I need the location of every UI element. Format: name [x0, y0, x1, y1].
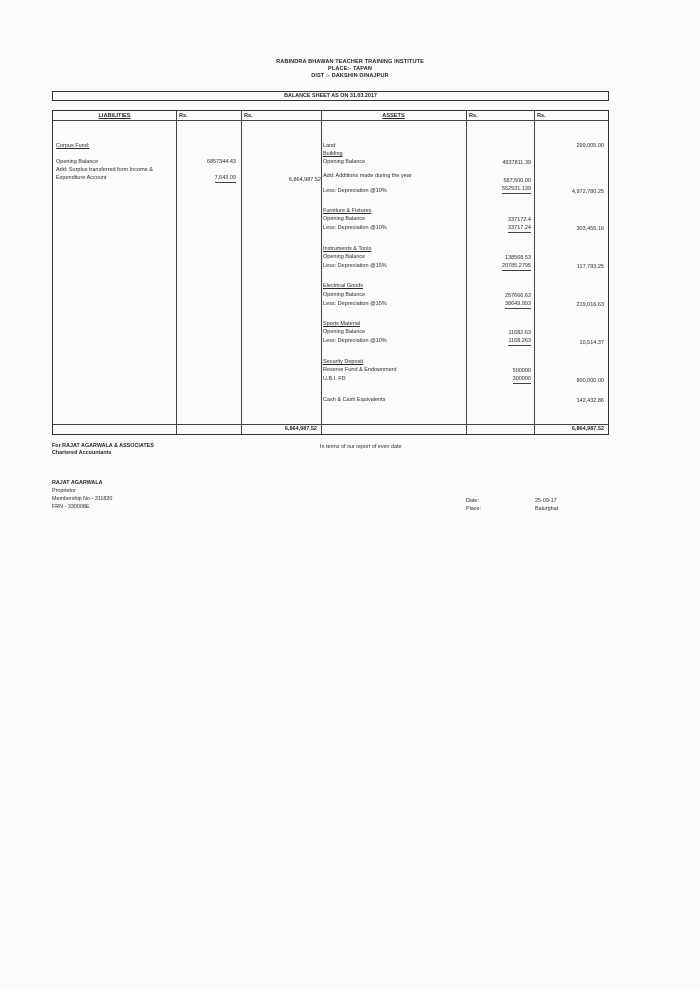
sports-dep-value: 1168.263 [508, 338, 531, 344]
furniture-total: 303,455.16 [576, 226, 604, 232]
instruments-heading: Instruments & Tools [323, 246, 372, 252]
place-label: Place: [466, 506, 481, 512]
signatory-name: RAJAT AGARWALA [52, 480, 103, 486]
building-dep-value: 552531.139 [501, 186, 531, 192]
corpus-opening-label: Opening Balance [56, 159, 99, 165]
electrical-total: 219,016.63 [576, 302, 604, 308]
instruments-dep-value: 20785.2795 [501, 263, 531, 269]
place-value: Balurghat [535, 506, 559, 512]
firm-name: For RAJAT AGARWALA & ASSOCIATES [52, 443, 154, 449]
instruments-total: 117,783.25 [576, 264, 604, 270]
institute-name: RABINDRA BHAWAN TEACHER TRAINING INSTITUTE [276, 59, 424, 65]
liabilities-header: LIABILITIES [98, 113, 131, 119]
district-line: DIST :- DAKSHIN DINAJPUR [311, 73, 389, 79]
assets-grand-total: 6,864,987.52 [571, 426, 604, 432]
building-add-value: 587,500.00 [503, 178, 531, 184]
surplus-label-line1: Add: Surplus transferred form Income & [56, 167, 153, 173]
instruments-dep-label: Less: Depreciation @15% [323, 263, 387, 269]
electrical-heading: Electrical Goods [323, 283, 364, 289]
electrical-opening-label: Opening Balance [323, 292, 366, 298]
cash-total: 142,432.86 [576, 398, 604, 404]
signatory-role: Proprietor [52, 488, 76, 494]
building-total: 4,972,780.25 [571, 189, 604, 195]
land-label: Land [323, 143, 336, 149]
building-opening-label: Opening Balance [323, 159, 366, 165]
balance-sheet-title: BALANCE SHEET AS ON 31.03.2017 [52, 91, 609, 101]
ubi-fd-value: 300000 [512, 376, 531, 382]
building-dep-label: Less: Depreciation @10% [323, 188, 387, 194]
liabilities-grand-total: 6,864,987.52 [284, 426, 317, 432]
assets-header: ASSETS [382, 113, 405, 119]
corpus-opening-value: 6857344.43 [206, 159, 236, 165]
electrical-dep-value: 38649.993 [505, 301, 531, 307]
sports-dep-label: Less: Depreciation @10% [323, 338, 387, 344]
furniture-dep-label: Less: Depreciation @10% [323, 225, 387, 231]
balance-sheet-table [52, 110, 609, 435]
land-total: 299,005.00 [576, 143, 604, 149]
surplus-label-line2: Expenditure Account [56, 175, 107, 181]
sports-opening-value: 11682.63 [508, 330, 531, 336]
corpus-fund-heading: Corpus Fund: [56, 143, 90, 149]
date-label: Date: [466, 498, 479, 504]
report-note: In terms of our report of even date [320, 444, 402, 450]
electrical-dep-label: Less: Depreciation @15% [323, 301, 387, 307]
reserve-fund-label: Reserve Fund & Endownment [323, 367, 397, 373]
electrical-opening-value: 257666.62 [505, 293, 531, 299]
reserve-fund-value: 500000 [512, 368, 531, 374]
corpus-total: 6,864,987.52 [288, 177, 321, 183]
date-value: 25-09-17 [535, 498, 557, 504]
furniture-opening-label: Opening Balance [323, 216, 366, 222]
firm-subtitle: Chartered Accountants [52, 450, 112, 456]
ubi-fd-label: U.B.I. FD [323, 376, 346, 382]
place-line: PLACE:- TAPAN [328, 66, 372, 72]
rs-header-1: Rs. [179, 113, 188, 119]
furniture-dep-value: 33717.24 [508, 225, 531, 231]
instruments-opening-label: Opening Balance [323, 254, 366, 260]
rs-header-3: Rs. [469, 113, 478, 119]
furniture-heading: Furniture & Fixtures [323, 208, 372, 214]
sports-opening-label: Opening Balance [323, 329, 366, 335]
membership-number: Membership No - 311820 [52, 496, 113, 502]
security-total: 800,000.00 [576, 378, 604, 384]
instruments-opening-value: 138568.53 [505, 255, 531, 261]
security-heading: Security Deposit [323, 359, 364, 365]
surplus-value: 7,643.09 [214, 175, 236, 181]
furniture-opening-value: 337172.4 [508, 217, 531, 223]
building-opening-value: 4937811.39 [502, 160, 531, 166]
sports-heading: Sports Material [323, 321, 360, 327]
rs-header-2: Rs. [244, 113, 253, 119]
building-add-label: Add: Additions made during the year [323, 173, 412, 179]
building-heading: Building [323, 151, 343, 157]
sports-total: 10,514.37 [579, 340, 604, 346]
cash-label: Cash & Cash Equivalents [323, 397, 386, 403]
frn-number: FRN - 330008E [52, 504, 90, 510]
rs-header-4: Rs. [537, 113, 546, 119]
